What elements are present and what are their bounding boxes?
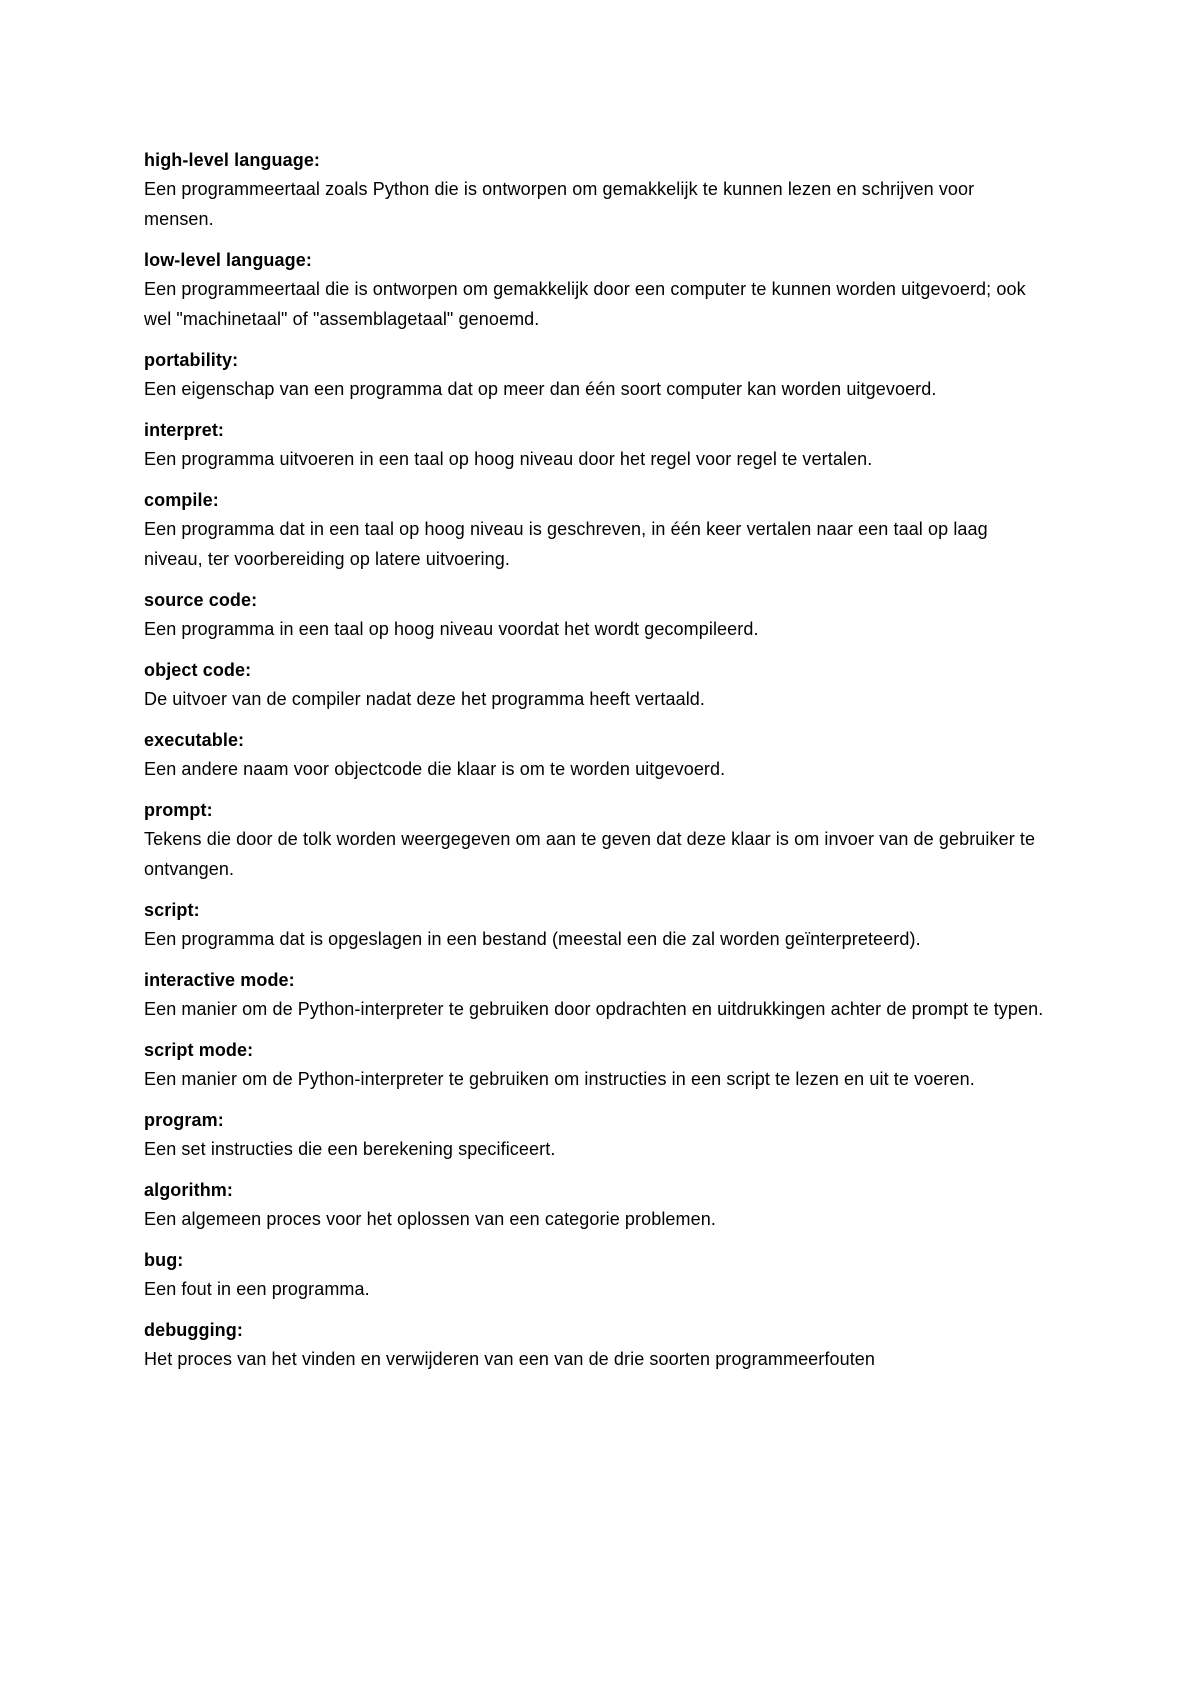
glossary-definition: Een programma dat in een taal op hoog niveau is geschreven, in één keer vertalen naar een taal op laag niveau, ter voorbereiding op latere uitvoering. xyxy=(144,519,988,569)
glossary-term: program: xyxy=(144,1110,224,1130)
glossary-term: script mode: xyxy=(144,1040,254,1060)
glossary-term: debugging: xyxy=(144,1320,243,1340)
glossary-definition: Een set instructies die een berekening specificeert. xyxy=(144,1139,556,1159)
glossary-entry-program xyxy=(144,1106,1044,1164)
glossary-definition: Een algemeen proces voor het oplossen van een categorie problemen. xyxy=(144,1209,716,1229)
glossary-term: interpret: xyxy=(144,420,225,440)
glossary-entry-prompt xyxy=(144,796,1044,884)
glossary-term: portability: xyxy=(144,350,239,370)
glossary-definition: Een programmeertaal die is ontworpen om gemakkelijk door een computer te kunnen worden uitgevoerd; ook wel "machinetaal" of "assemblagetaal" genoemd. xyxy=(144,279,1026,329)
glossary-term: bug: xyxy=(144,1250,184,1270)
glossary-definition: De uitvoer van de compiler nadat deze het programma heeft vertaald. xyxy=(144,689,706,709)
glossary-term: prompt: xyxy=(144,800,213,820)
glossary-entry-script-mode xyxy=(144,1036,1044,1094)
glossary-entry-portability xyxy=(144,346,1044,404)
glossary-entry-algorithm xyxy=(144,1176,1044,1234)
glossary-entry-low-level-language xyxy=(144,246,1044,334)
glossary-term: executable: xyxy=(144,730,245,750)
glossary-definition: Het proces van het vinden en verwijderen van een van de drie soorten programmeerfouten xyxy=(144,1349,876,1369)
glossary-definition: Een manier om de Python-interpreter te gebruiken door opdrachten en uitdrukkingen achter de prompt te typen. xyxy=(144,999,1044,1019)
glossary-entry-interactive-mode xyxy=(144,966,1044,1024)
glossary xyxy=(144,146,1044,1386)
glossary-term: object code: xyxy=(144,660,252,680)
glossary-term: low-level language: xyxy=(144,250,312,270)
glossary-entry-executable xyxy=(144,726,1044,784)
glossary-definition: Een andere naam voor objectcode die klaar is om te worden uitgevoerd. xyxy=(144,759,726,779)
glossary-entry-high-level-language xyxy=(144,146,1044,234)
glossary-term: algorithm: xyxy=(144,1180,233,1200)
glossary-entry-debugging xyxy=(144,1316,1044,1374)
glossary-term: high-level language: xyxy=(144,150,321,170)
glossary-definition: Een manier om de Python-interpreter te gebruiken om instructies in een script te lezen en uit te voeren. xyxy=(144,1069,975,1089)
glossary-term: script: xyxy=(144,900,200,920)
glossary-definition: Tekens die door de tolk worden weergegeven om aan te geven dat deze klaar is om invoer van de gebruiker te ontvangen. xyxy=(144,829,1036,879)
glossary-entry-interpret xyxy=(144,416,1044,474)
glossary-definition: Een programmeertaal zoals Python die is ontworpen om gemakkelijk te kunnen lezen en schrijven voor mensen. xyxy=(144,179,975,229)
glossary-term: source code: xyxy=(144,590,258,610)
glossary-entry-script xyxy=(144,896,1044,954)
glossary-entry-bug xyxy=(144,1246,1044,1304)
glossary-entry-compile xyxy=(144,486,1044,574)
glossary-entry-source-code xyxy=(144,586,1044,644)
glossary-definition: Een fout in een programma. xyxy=(144,1279,370,1299)
glossary-definition: Een programma uitvoeren in een taal op hoog niveau door het regel voor regel te vertalen. xyxy=(144,449,873,469)
glossary-entry-object-code xyxy=(144,656,1044,714)
glossary-term: interactive mode: xyxy=(144,970,295,990)
glossary-term: compile: xyxy=(144,490,219,510)
glossary-definition: Een programma in een taal op hoog niveau voordat het wordt gecompileerd. xyxy=(144,619,759,639)
glossary-definition: Een programma dat is opgeslagen in een bestand (meestal een die zal worden geïnterpreteerd). xyxy=(144,929,921,949)
glossary-definition: Een eigenschap van een programma dat op meer dan één soort computer kan worden uitgevoerd. xyxy=(144,379,937,399)
